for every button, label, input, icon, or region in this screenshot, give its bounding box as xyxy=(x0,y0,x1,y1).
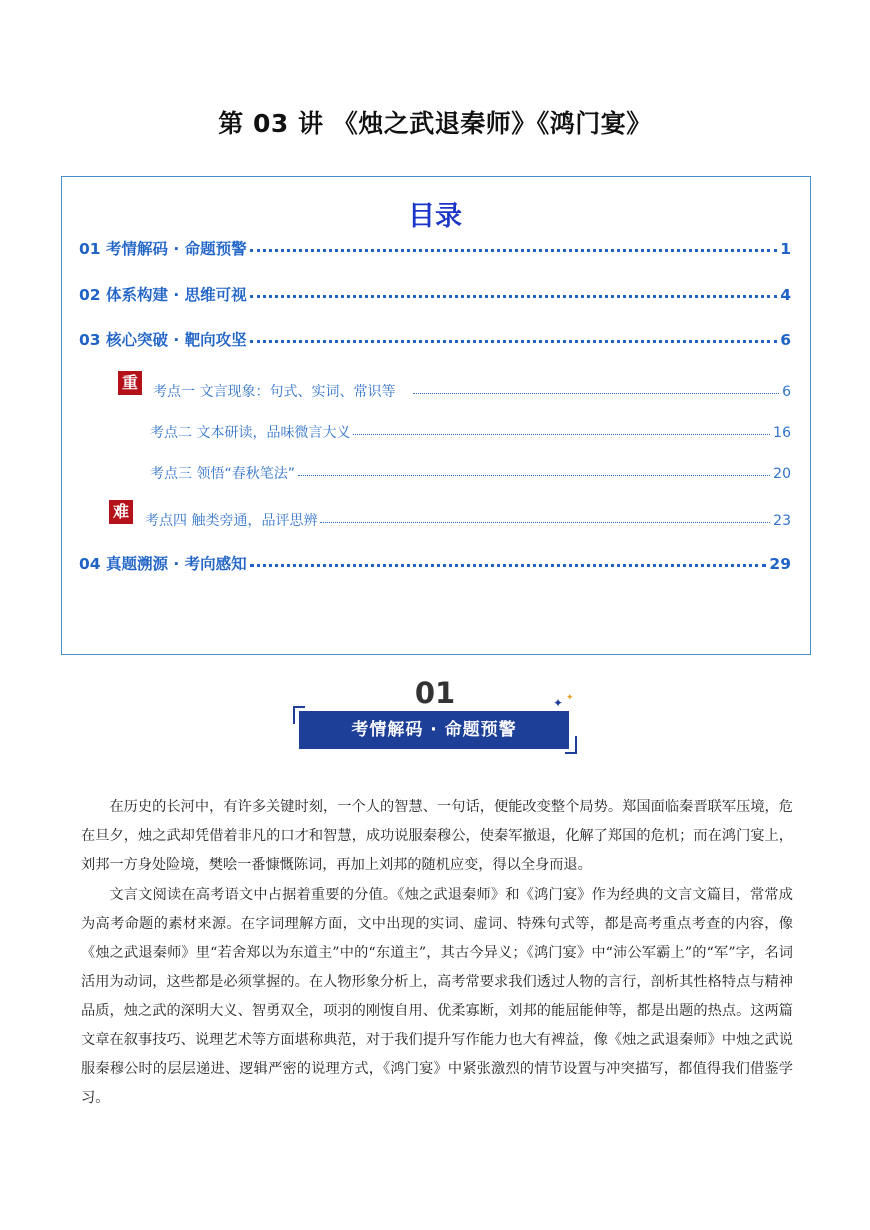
toc-item-label: 03 核心突破 · 靶向攻坚 xyxy=(79,331,247,349)
toc-subitem-page: 16 xyxy=(773,425,791,441)
sparkle-icon: ✦ xyxy=(553,696,564,710)
toc-subitem-2[interactable] xyxy=(150,422,791,442)
toc-item-page: 1 xyxy=(780,240,791,258)
toc-item-04[interactable] xyxy=(79,552,791,574)
toc-item-page: 4 xyxy=(780,286,791,304)
toc-subitem-4[interactable] xyxy=(145,510,791,530)
body-paragraph-2: 文言文阅读在高考语文中占据着重要的分值。《烛之武退秦师》和《鸿门宴》作为经典的文言文篇目，常常成为高考命题的素材来源。在字词理解方面，文中出现的实词、虚词、特殊句式等，都是高考重点考查的内容，像《烛之武退秦师》里“若舍郑以为东道主”中的“东道主”，其古今异义；《鸿门宴》中“沛公军霸上”的“军”字，名词活用为动词，这些都是必须掌握的。在人物形象分析上，高考常要求我们透过人物的言行，剖析其性格特点与精神品质，烛之武的深明大义、智勇双全，项羽的刚愎自用、优柔寡断，刘邦的能屈能伸等，都是出题的热点。这两篇文章在叙事技巧、说理艺术等方面堪称典范，对于我们提升写作能力也大有裨益，像《烛之武退秦师》中烛之武说服秦穆公时的层层递进、逻辑严密的说理方式，《鸿门宴》中紧张激烈的情节设置与冲突描写，都值得我们借鉴学习。 xyxy=(81,887,793,1106)
badge-nan: 难 xyxy=(109,500,133,524)
toc-subitem-page: 23 xyxy=(773,513,791,529)
toc-leader-dots xyxy=(413,382,779,396)
body-paragraph-1: 在历史的长河中，有许多关键时刻，一个人的智慧、一句话，便能改变整个局势。郑国面临秦晋联军压境，危在旦夕，烛之武却凭借着非凡的口才和智慧，成功说服秦穆公，使秦军撤退，化解了郑国的危机；而在鸿门宴上，刘邦一方身处险境，樊哙一番慷慨陈词，再加上刘邦的随机应变，得以全身而退。 xyxy=(81,799,793,873)
toc-item-02[interactable] xyxy=(79,283,791,305)
section-number: 01 xyxy=(414,676,456,710)
toc-leader-dots xyxy=(250,239,778,255)
toc-item-label: 01 考情解码 · 命题预警 xyxy=(79,240,247,258)
toc-leader-dots xyxy=(353,423,770,437)
badge-zhong: 重 xyxy=(118,371,142,395)
toc-leader-dots xyxy=(250,285,778,301)
toc-item-page: 29 xyxy=(769,555,791,573)
toc-subitem-page: 6 xyxy=(782,384,791,400)
page-title: 第 03 讲 《烛之武退秦师》《鸿门宴》 xyxy=(218,109,652,138)
section-banner: 考情解码 · 命题预警 xyxy=(299,711,569,749)
toc-item-label: 02 体系构建 · 思维可视 xyxy=(79,286,247,304)
toc-item-page: 6 xyxy=(780,331,791,349)
toc-item-03[interactable] xyxy=(79,328,791,350)
toc-subitem-label: 考点三 领悟“春秋笔法” xyxy=(150,466,295,482)
toc-subitem-label: 考点四 触类旁通，品评思辨 xyxy=(145,513,318,529)
toc-heading: 目录 xyxy=(408,201,462,232)
toc-subitem-page: 20 xyxy=(773,466,791,482)
toc-leader-dots xyxy=(250,554,767,570)
toc-leader-dots xyxy=(298,464,770,478)
toc-item-01[interactable] xyxy=(79,237,791,259)
toc-subitem-label: 考点一 文言现象：句式、实词、常识等 xyxy=(153,384,396,400)
toc-subitem-1[interactable] xyxy=(153,381,791,401)
toc-subitem-3[interactable] xyxy=(150,463,791,483)
toc-subitem-label: 考点二 文本研读，品味微言大义 xyxy=(150,425,351,441)
toc-leader-dots xyxy=(250,330,778,346)
toc-item-label: 04 真题溯源 · 考向感知 xyxy=(79,555,247,573)
sparkle-small-icon: ✦ xyxy=(566,693,574,703)
toc-leader-dots xyxy=(320,511,770,525)
